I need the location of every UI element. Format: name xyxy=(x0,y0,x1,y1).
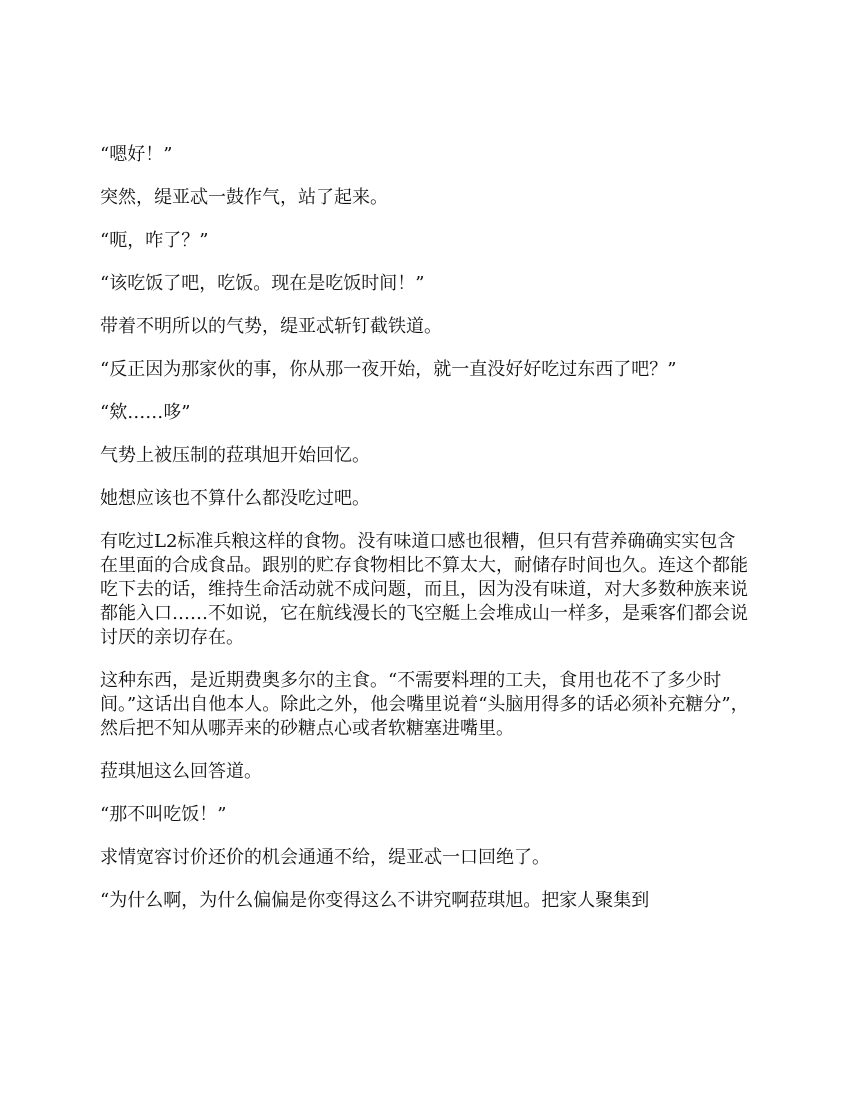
paragraph: 带着不明所以的气势，缇亚忒斩钉截铁道。 xyxy=(100,316,442,337)
paragraph: “嗯好！” xyxy=(100,144,173,165)
paragraph: “那不叫吃饭！” xyxy=(100,804,227,825)
paragraph: “呃，咋了？” xyxy=(100,230,209,251)
paragraph: 菈琪旭这么回答道。 xyxy=(100,761,262,782)
paragraph: “为什么啊，为什么偏偏是你变得这么不讲究啊菈琪旭。把家人聚集到 xyxy=(100,890,650,911)
paragraph: 她想应该也不算什么都没吃过吧。 xyxy=(100,488,370,509)
paragraph: 求情宽容讨价还价的机会通通不给，缇亚忒一口回绝了。 xyxy=(100,847,550,868)
paragraph: 这种东西，是近期费奥多尔的主食。“不需要料理的工夫，食用也花不了多少时间。”这话出自他本人。除此之外，他会嘴里说着“头脑用得多的话必须补充糖分”，然后把不知从哪弄来的砂糖点心或者软糖塞进嘴里。 xyxy=(100,670,749,739)
document-page xyxy=(100,143,750,932)
paragraph: “欸……哆” xyxy=(100,402,191,423)
paragraph: “该吃饭了吧，吃饭。现在是吃饭时间！” xyxy=(100,273,425,294)
paragraph: 有吃过L2标准兵粮这样的食物。没有味道口感也很糟，但只有营养确确实实包含在里面的合成食品。跟别的贮存食物相比不算太大，耐储存时间也久。连这个都能吃下去的话，维持生命活动就不成问题，而且，因为没有味道，对大多数种族来说都能入口……不如说，它在航线漫长的飞空艇上会堆成山一样多，是乘客们都会说讨厌的亲切存在。 xyxy=(100,531,748,648)
paragraph: 突然，缇亚忒一鼓作气，站了起来。 xyxy=(100,187,388,208)
paragraph: “反正因为那家伙的事，你从那一夜开始，就一直没好好吃过东西了吧？” xyxy=(100,359,677,380)
paragraph: 气势上被压制的菈琪旭开始回忆。 xyxy=(100,445,370,466)
